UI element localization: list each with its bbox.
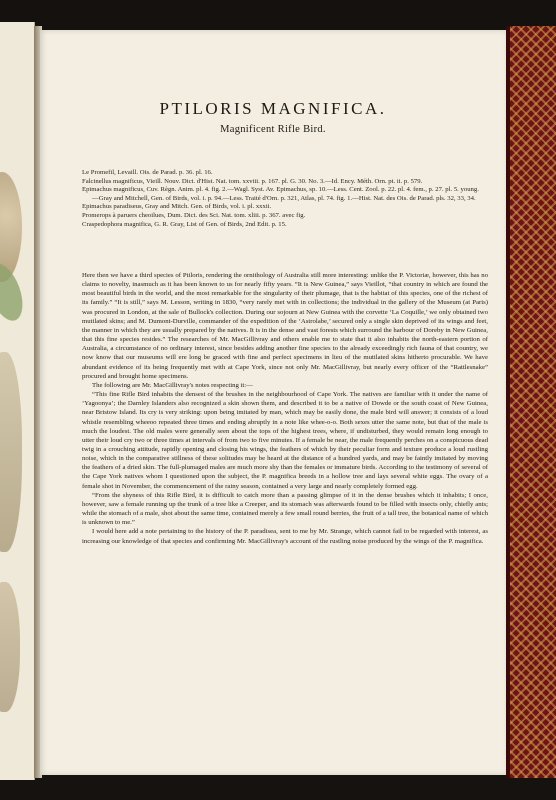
synonym-entry: Falcinellus magnificus, Vieill. Nouv. Dict. d'Hist. Nat. tom. xxviii. p. 167. pl. G. 30. No. 3.—Id. Ency. Méth. Orn. pt. ii. p. 579. [82,177,423,185]
body-text [82,271,488,546]
synonym-entry: Craspedophora magnifica, G. R. Gray, List of Gen. of Birds, 2nd Edit. p. 15. [82,220,287,228]
synonym-entry: Le Promefil, Levaill. Ois. de Parad. p. 36. pl. 16. [82,169,213,176]
synonym-entry: Epimachus paradiseus, Gray and Mitch. Gen. of Birds, vol. i. pl. xxxii. [82,203,272,211]
page-title: PTILORIS MAGNIFICA. [159,99,387,118]
synonym-entry: Epimachus magnificus, Cuv. Règn. Anim. pl. 4. fig. 2.—Wagl. Syst. Av. Epimachus, sp. 10.—Less. Cent. Zool. p. 22. pl. 4. fem., p. 27. pl. 5. young.—Gray and Mitchell, Gen. of Birds, vol. i. p. 94.—Less. Traité d'Orn. p. 321, Atlas, pl. 74. fig. 1.—Hist. Nat. des Ois. de Parad. pls. 32, 33, 34. [82,186,479,202]
paragraph: Here then we have a third species of Ptiloris, rendering the ornithology of Australia still more interesting: unlike the P. Victoriæ, however, this has no claims to novelty, inasmuch as it has been known to us for nearly fifty years. “It is New Guinea,” says Vieillot, “that country in which are found the most beautiful birds in the world, and the most remarkable for the singularity of their plumage, that is the habitat of this species, one of the richest of its family.” “It is still,” says M. Lesson, writing in 1830, “very rarely met with in collections; the individual in the gallery of the Museum (at Paris) was procured in London, at the sale of Bullock's collection. During our sojourn at New Guinea with the corvette ‘La Coquille,’ we only obtained two mutilated skins; and M. Dumont-Durville, commander of the expedition of the ‘Astrolabe,’ secured only a single skin deprived of its wings and feet, the manner in which they are usually prepared by the natives. It is in the dense and vast forests which surround the harbour of Doreby in New Guinea, that this fine species resides.” The researches of Mr. MacGillivray and others enable me to state that it also inhabits the north-eastern portion of Australia, a circumstance of no ordinary interest, since besides adding another fine species to the already exceedingly rich fauna of that country, we now know that our museums will ere long be graced with fine and perfect specimens in lieu of the mutilated skins hitherto procurable. We have abundant evidence of its being frequently met with at Cape York, since not only Mr. MacGillivray, but nearly every officer of the “Rattlesnake” procured and brought home specimens. [82,272,488,380]
background-top [0,0,556,30]
paragraph: “From the shyness of this Rifle Bird, it is difficult to catch more than a passing glimpse of it in the dense brushes which it inhabits; I once, however, saw a female running up the trunk of a tree like a Creeper, and its stomach was afterwards found to be filled with insects only, chiefly ants; while the stomach of a male, shot about the same time, contained merely a few small round berries, the fruit of a tall tree, the botanical name of which is unknown to me.” [82,491,488,527]
synonymy-list [82,169,482,229]
ornamental-binding-edge [506,26,556,778]
paragraph: I would here add a note pertaining to the history of the P. paradisea, sent to me by Mr. Strange, which cannot fail to be regarded with interest, as increasing our knowledge of that species and confirming Mr. MacGillivray's account of the rustling noise produced by the wings of the P. magnifica. [82,528,488,545]
paragraph: The following are Mr. MacGillivray's notes respecting it:— [92,381,253,389]
page-subtitle: Magnificent Rifle Bird. [220,124,326,135]
synonym-entry: Promerops à paruers cheoilues, Dum. Dict. des Sci. Nat. tom. xliii. p. 367. avec fig. [82,211,306,219]
bird-illustration-fragment [0,582,20,712]
paragraph: “This fine Rifle Bird inhabits the densest of the brushes in the neighbourhood of Cape York. The natives are familiar with it under the name of ‘Yagoonya’; the Darnley Islanders also recognized a skin shown them, and described it to be a native of Dowde or the south coast of New Guinea, near Bristow Island. Its cry is very striking: upon being imitated by man, which may be easily done, the male bird will answer; it consists of a loud whistle resembling wheeoo repeated three times and ending abruptly in a note like whee-o-o. Both sexes utter the same note, but that of the male is much the loudest. The old males were generally seen about the tops of the highest trees, where, if undisturbed, they would remain long enough to utter their loud cry two or three times at intervals of from two to five minutes. If a female be near, the male frequently perches on a conspicuous dead twig in a crouching attitude, rapidly opening and closing his wings, the feathers of which by their peculiar form and texture produce a loud rustling noise, which in the comparative stillness of these solitudes may be heard at the distance of a hundred yards, and may be faintly imitated by moving the feathers of a dried skin. The full-plumaged males are much more shy than the females or immature birds. According to the testimony of several of the Cape York natives whom I questioned upon the subject, the P. magnifica breeds in a hollow tree and lays several white eggs. The ovary of a female shot in November, the commencement of the rainy season, contained a very large and nearly completely formed egg. [82,391,488,490]
bird-illustration-fragment [0,352,22,552]
binding-edge-shadow [506,26,510,778]
left-page-illustration [0,22,35,780]
